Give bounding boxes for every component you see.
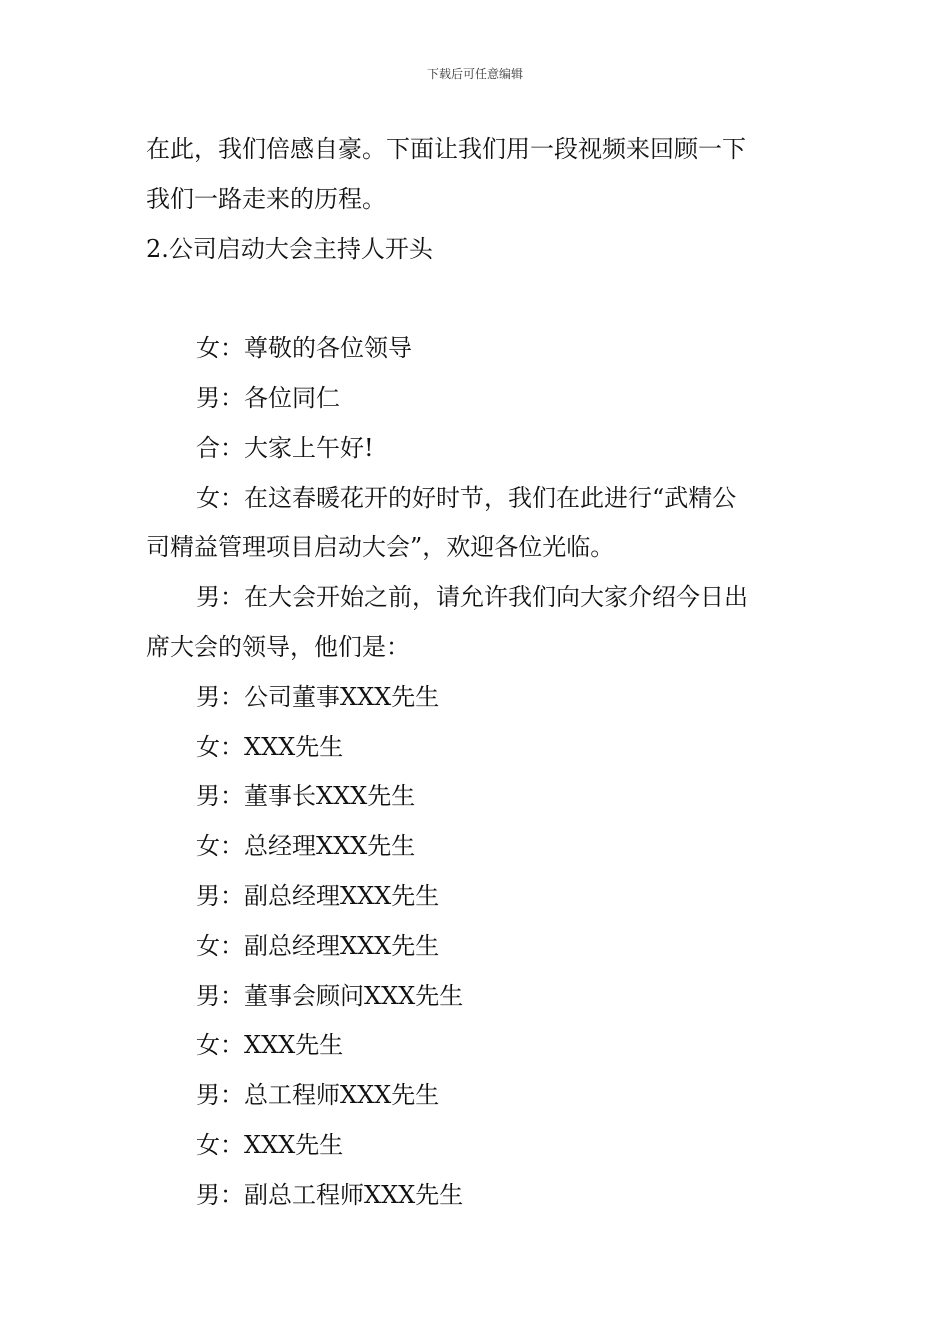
dialogue-line: 女：XXX先生 bbox=[196, 732, 344, 761]
dialogue-line: 男：董事长XXX先生 bbox=[196, 782, 416, 811]
dialogue-line: 男：各位同仁 bbox=[196, 383, 340, 412]
dialogue-line: 男：副总工程师XXX先生 bbox=[196, 1180, 464, 1209]
dialogue-line: 女：总经理XXX先生 bbox=[196, 832, 416, 861]
dialogue-line: 男：副总经理XXX先生 bbox=[196, 881, 440, 910]
page-header-note: 下载后可任意编辑 bbox=[426, 67, 523, 81]
dialogue-line: 女：在这春暖花开的好时节，我们在此进行“武精公 bbox=[196, 483, 737, 512]
section-heading: 2.公司启动大会主持人开头 bbox=[146, 234, 433, 263]
dialogue-line: 女：尊敬的各位领导 bbox=[196, 334, 412, 363]
dialogue-continuation: 司精益管理项目启动大会”，欢迎各位光临。 bbox=[146, 533, 615, 562]
dialogue-line: 男：在大会开始之前，请允许我们向大家介绍今日出 bbox=[196, 583, 748, 612]
blank-line bbox=[146, 274, 806, 324]
dialogue-line: 男：董事会顾问XXX先生 bbox=[196, 981, 464, 1010]
dialogue-continuation: 席大会的领导，他们是： bbox=[146, 632, 410, 661]
document-body bbox=[146, 125, 806, 1221]
dialogue-line: 女：副总经理XXX先生 bbox=[196, 931, 440, 960]
dialogue-line: 女：XXX先生 bbox=[196, 1130, 344, 1159]
paragraph-line: 我们一路走来的历程。 bbox=[146, 184, 386, 213]
dialogue-line: 男：总工程师XXX先生 bbox=[196, 1081, 440, 1110]
dialogue-line: 男：公司董事XXX先生 bbox=[196, 682, 440, 711]
paragraph-line: 在此，我们倍感自豪。下面让我们用一段视频来回顾一下 bbox=[146, 135, 746, 163]
dialogue-line: 合：大家上午好! bbox=[196, 433, 374, 462]
dialogue-line: 女：XXX先生 bbox=[196, 1031, 344, 1060]
